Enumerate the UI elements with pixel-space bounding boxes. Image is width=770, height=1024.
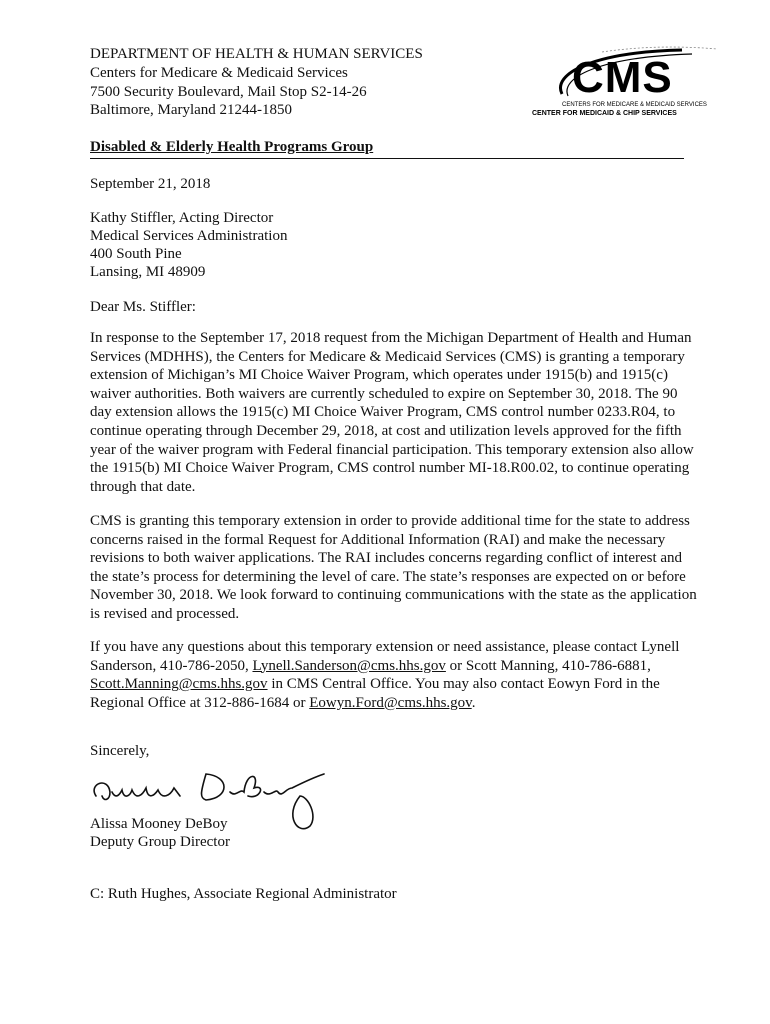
cms-logo-subtitle: CENTERS FOR MEDICARE & MEDICAID SERVICES	[562, 102, 707, 108]
letterhead-department: DEPARTMENT OF HEALTH & HUMAN SERVICES	[90, 46, 423, 62]
letterhead-city: Baltimore, Maryland 21244-1850	[90, 102, 293, 118]
email-link-manning[interactable]: Scott.Manning@cms.hhs.gov	[90, 676, 268, 693]
body-paragraph-3	[90, 638, 702, 712]
body-paragraph-2: CMS is granting this temporary extension in order to provide additional time for the state to address concerns raised in the formal Request for Additional Information (RAI) and make the necessary revisions to both waiver applications. The RAI includes concerns regarding conflict of interest and the state’s process for determining the level of care. The state’s responses are expected on or before November 30, 2018. We look forward to continuing communications with the state as the application is revised and processed.	[90, 513, 697, 622]
signer-name: Alissa Mooney DeBoy	[90, 816, 228, 832]
recipient-street: 400 South Pine	[90, 246, 182, 262]
letter-date: September 21, 2018	[90, 176, 211, 192]
recipient-name: Kathy Stiffler, Acting Director	[90, 210, 274, 226]
contact-text-1: If you have any questions about this temporary extension or need assistance, please contact Lynell Sanderson, 410-786-2050,	[90, 639, 680, 674]
salutation: Dear Ms. Stiffler:	[90, 299, 196, 315]
contact-text-2: or Scott Manning, 410-786-6881,	[445, 657, 651, 674]
contact-text-4: .	[471, 694, 476, 711]
recipient-city: Lansing, MI 48909	[90, 264, 206, 280]
closing: Sincerely,	[90, 743, 150, 759]
contact-text-3: in CMS Central Office. You may also contact Eowyn Ford in the Regional Office at 312-886-1684 or	[90, 676, 660, 711]
group-heading: Disabled & Elderly Health Programs Group	[90, 138, 684, 159]
email-link-ford[interactable]: Eowyn.Ford@cms.hhs.gov	[309, 694, 472, 711]
cms-logo-name: CMS	[572, 53, 673, 102]
letterhead-centers: Centers for Medicare & Medicaid Services	[90, 65, 348, 81]
cms-logo	[532, 44, 722, 124]
email-link-sanderson[interactable]: Lynell.Sanderson@cms.hhs.gov	[252, 657, 446, 674]
recipient-org: Medical Services Administration	[90, 228, 288, 244]
cms-logo-center: CENTER FOR MEDICAID & CHIP SERVICES	[532, 110, 677, 117]
letterhead-street: 7500 Security Boulevard, Mail Stop S2-14-26	[90, 84, 367, 100]
cc-line: C: Ruth Hughes, Associate Regional Administrator	[90, 886, 397, 902]
body-paragraph-1: In response to the September 17, 2018 request from the Michigan Department of Health and Human Services (MDHHS), the Centers for Medicare & Medicaid Services (CMS) is granting a temporary extension of Michigan’s MI Choice Waiver Program, which operates under 1915(b) and 1915(c) waiver authorities. Both waivers are currently scheduled to expire on September 30, 2018. The 90 day extension allows the 1915(c) MI Choice Waiver Program, CMS control number 0233.R04, to continue operating through December 29, 2018, at cost and utilization levels approved for the fifth year of the waiver program with Federal financial participation. This temporary extension also allow the 1915(b) MI Choice Waiver Program, CMS control number MI-18.R00.02, to continue operating through that date.	[90, 330, 694, 495]
signer-title: Deputy Group Director	[90, 834, 230, 850]
